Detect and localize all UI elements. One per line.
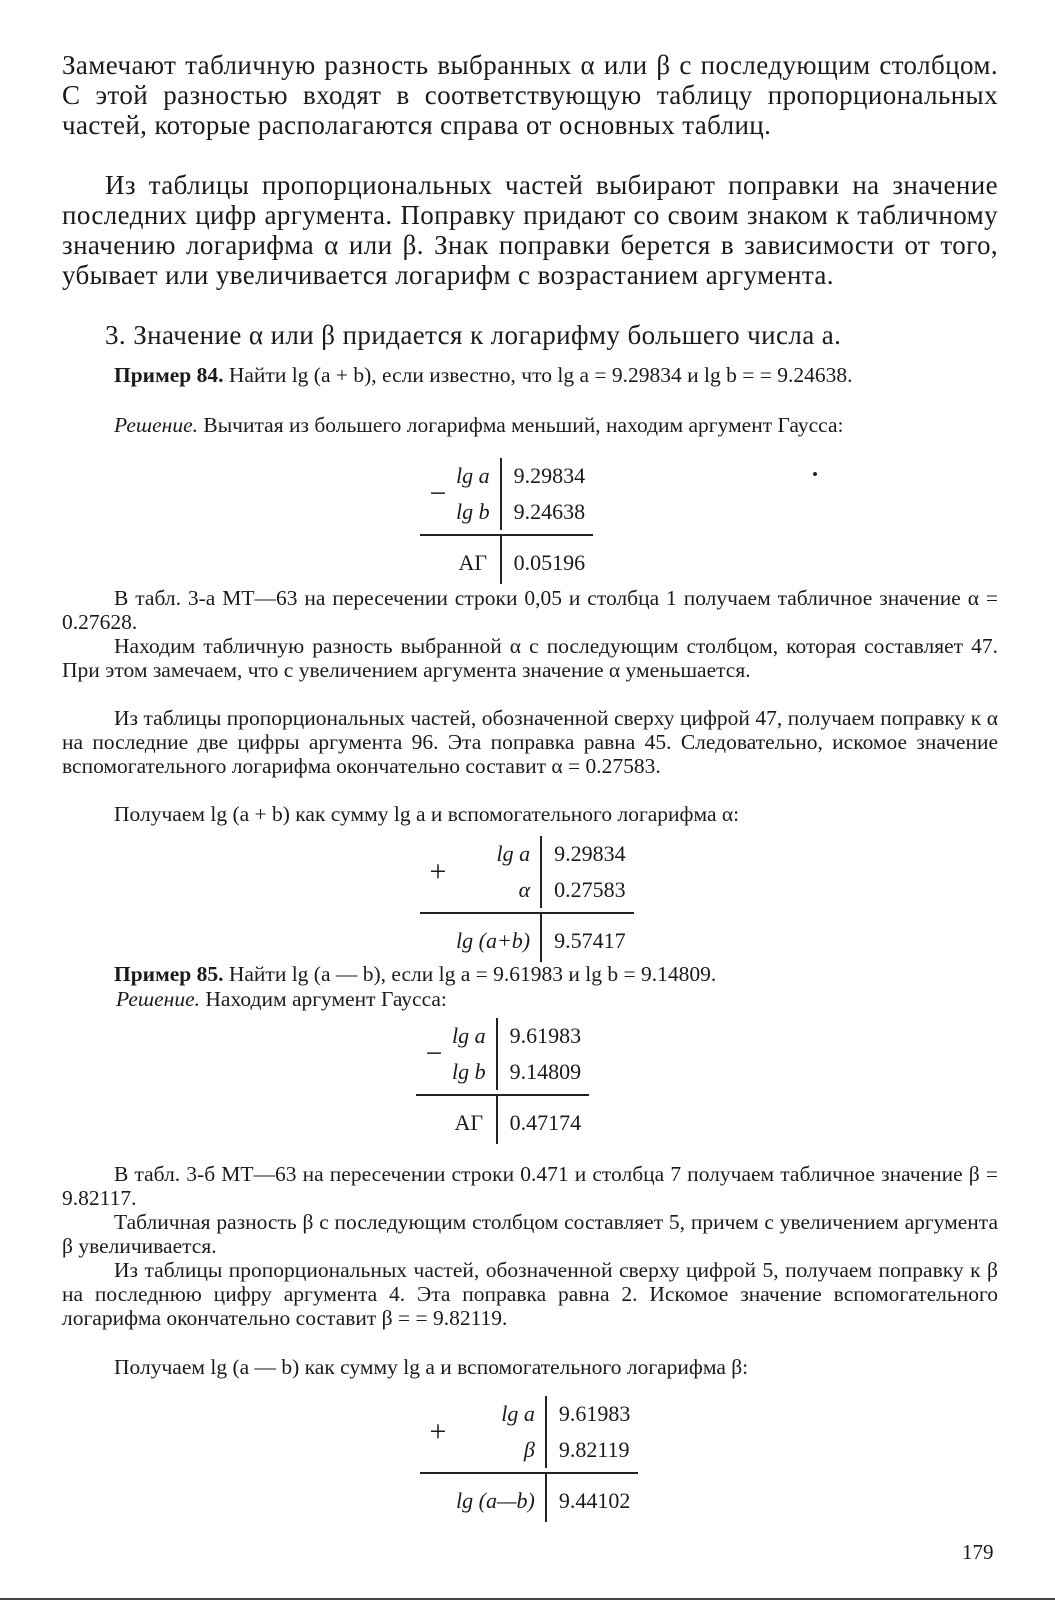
row-value: 9.61983 [509,1023,582,1048]
result-label: lg (a—b) [456,1473,546,1522]
row-label: lg b [452,1054,497,1090]
example-84-para-a: В табл. 3-а МТ—63 на пересечении строки 0,05 и столбца 1 получаем табличное значение α = 0.27628. [62,586,998,634]
row-label: lg a [452,1018,497,1054]
example-84-para-c: Из таблицы пропорциональных частей, обозначенной сверху цифрой 47, получаем поправку к α на последние две цифры аргумента 96. Эта поправка равна 45. Следовательно, искомое значение вспомогательного логарифма окончательно составит α = 0.27583. [62,706,998,778]
example-84-addition-table [420,836,634,962]
example-84-para-d: Получаем lg (a + b) как сумму lg a и вспомогательного логарифма α: [114,802,740,826]
paragraph-table-difference: Замечают табличную разность выбранных α или β с последующим столбцом. С этой разностью входят в соответствующую таблицу пропорциональных частей, которые располагаются справа от основных таблиц. [62,50,998,140]
row-label: lg a [456,458,501,494]
row-value: 9.29834 [513,463,586,488]
example-85-para-b: Табличная разность β с последующим столбцом составляет 5, причем с увеличением аргумента β увеличивается. [62,1210,998,1258]
example-84-solution-label: Решение. [114,413,199,437]
example-85-text: Найти lg (a — b), если lg a = 9.61983 и lg b = 9.14809. [228,962,717,986]
example-84-text: Найти lg (a + b), если известно, что lg a = 9.29834 и lg b = = 9.24638. [228,363,853,387]
example-85-subtraction-table [416,1018,589,1144]
row-label: lg b [456,494,501,530]
example-84-statement [62,363,998,387]
example-85-para-d: Получаем lg (a — b) как сумму lg a и вспомогательного логарифма β: [114,1355,749,1379]
row-value: 9.14809 [509,1059,582,1084]
row-value: 9.82119 [558,1437,630,1462]
row-value: 9.24638 [513,499,586,524]
example-85-solution-text: Находим аргумент Гаусса: [205,987,447,1011]
row-label: lg a [456,1396,546,1432]
result-value: 0.47174 [497,1095,590,1144]
example-84-para-b: Находим табличную разность выбранной α с последующим столбцом, которая составляет 47. При этом замечаем, что с увеличением аргумента значение α уменьшается. [62,634,998,682]
paragraph-proportional-parts: Из таблицы пропорциональных частей выбирают поправки на значение последних цифр аргумента. Поправку придают со своим знаком к табличному значению логарифма α или β. Знак поправки берется в зависимости от того, убывает или увеличивается логарифм с возрастанием аргумента. [62,170,998,290]
row-label: α [456,872,541,908]
example-84-solution [62,413,998,437]
example-84-subtraction-table [420,458,593,584]
plus-sign: + [429,1415,447,1448]
row-label: lg a [456,836,541,872]
plus-sign: + [429,855,447,888]
page-number: 179 [962,1540,994,1564]
result-value: 9.57417 [541,913,634,962]
example-85-para-c: Из таблицы пропорциональных частей, обозначенной сверху цифрой 5, получаем поправку к β на последнюю цифру аргумента 4. Эта поправка равна 2. Искомое значение вспомогательного логарифма окончательно составит β = = 9.82119. [62,1258,998,1330]
result-value: 9.44102 [546,1473,639,1522]
row-label: β [456,1432,546,1468]
row-value: 9.29834 [554,841,626,866]
row-value: 9.61983 [558,1401,631,1426]
example-84-solution-text: Вычитая из большего логарифма меньший, находим аргумент Гаусса: [203,413,844,437]
example-85-solution-label: Решение. [116,987,201,1011]
example-85-statement [62,962,998,986]
example-85-heading: Пример 85. [114,962,224,986]
minus-sign: − [425,1037,443,1070]
example-85-solution [116,987,998,1011]
example-84-heading: Пример 84. [114,363,224,387]
example-85-addition-table [420,1396,638,1522]
example-85-para-a: В табл. 3-б МТ—63 на пересечении строки 0.471 и столбца 7 получаем табличное значение β = 9.82117. [62,1162,998,1210]
paragraph-step-3: 3. Значение α или β придается к логарифму большего числа a. [105,320,842,350]
result-value: 0.05196 [501,535,594,584]
row-value: 0.27583 [554,877,626,902]
result-label: АГ [456,535,501,584]
print-speck [813,472,817,476]
result-label: lg (a+b) [456,913,541,962]
result-label: АГ [452,1095,497,1144]
minus-sign: − [429,477,447,510]
